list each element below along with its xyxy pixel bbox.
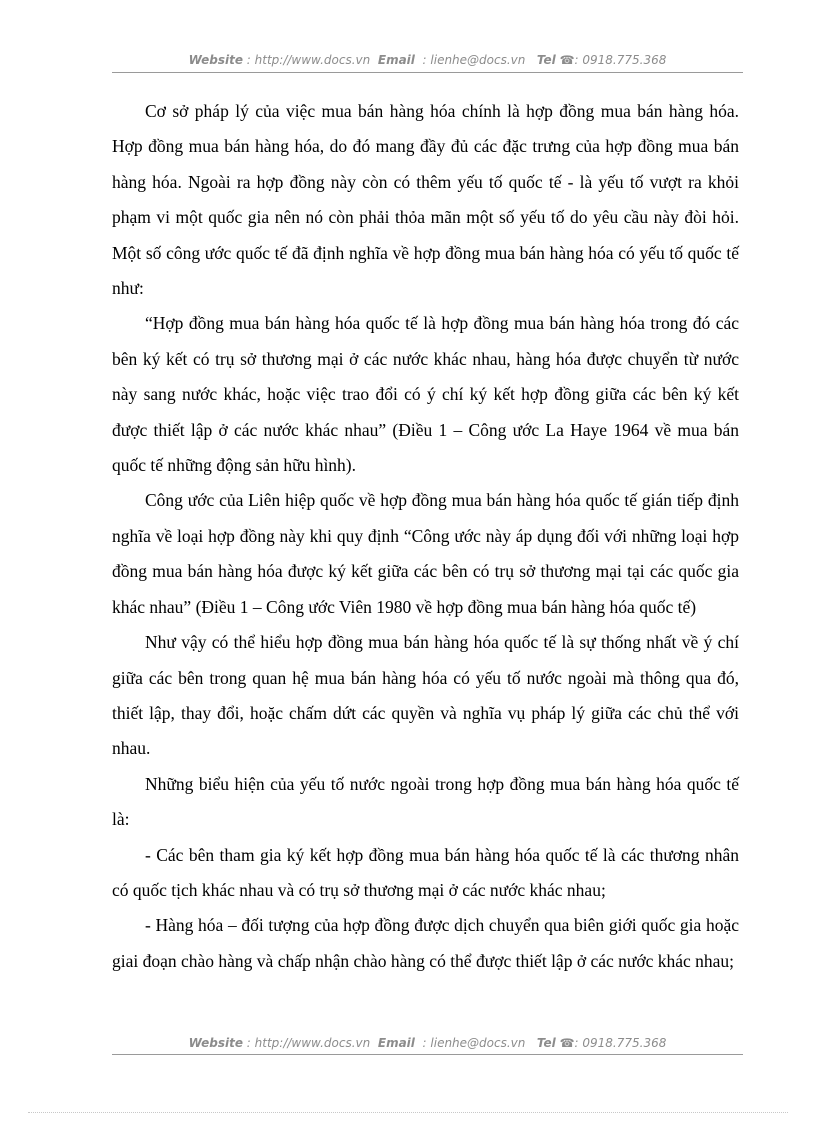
header-tel-label: Tel: [536, 53, 556, 67]
paragraph: - Hàng hóa – đối tượng của hợp đồng được dịch chuyển qua biên giới quốc gia hoặc giai đoạn chào hàng và chấp nhận chào hàng có thể được thiết lập ở các nước khác nhau;: [112, 915, 739, 971]
paragraph: Công ước của Liên hiệp quốc về hợp đồng mua bán hàng hóa quốc tế gián tiếp định nghĩa về loại hợp đồng này khi quy định “Công ước này áp dụng đối với những loại hợp đồng mua bán hàng hóa được ký kết giữa các bên có trụ sở thương mại tại các quốc gia khác nhau” (Điều 1 – Công ước Viên 1980 về hợp đồng mua bán hàng hóa quốc tế): [112, 490, 739, 617]
header-email-label: Email: [377, 53, 415, 67]
footer-website-link[interactable]: : http://www.docs.vn: [246, 1036, 371, 1050]
footer-tel-value: : 0918.775.368: [574, 1036, 667, 1050]
paragraph: Cơ sở pháp lý của việc mua bán hàng hóa chính là hợp đồng mua bán hàng hóa. Hợp đồng mua bán hàng hóa, do đó mang đầy đủ các đặc trưng của hợp đồng mua bán hàng hóa. Ngoài ra hợp đồng này còn có thêm yếu tố quốc tế - là yếu tố vượt ra khỏi phạm vi một quốc gia nên nó còn phải thỏa mãn một số yếu tố do yêu cầu này đòi hỏi. Một số công ước quốc tế đã định nghĩa về hợp đồng mua bán hàng hóa có yếu tố quốc tế như:: [112, 101, 739, 299]
header-website-label: Website: [188, 53, 243, 67]
page-header: [112, 53, 743, 67]
phone-icon: ☎: [559, 53, 575, 67]
footer-website-label: Website: [188, 1036, 243, 1050]
page-footer: [112, 1036, 743, 1050]
paragraph: “Hợp đồng mua bán hàng hóa quốc tế là hợp đồng mua bán hàng hóa trong đó các bên ký kết có trụ sở thương mại ở các nước khác nhau, hàng hóa được chuyển từ nước này sang nước khác, hoặc việc trao đổi có ý chí ký kết hợp đồng giữa các bên ký kết được thiết lập ở các nước khác nhau” (Điều 1 – Công ước La Haye 1964 về mua bán quốc tế những động sản hữu hình).: [112, 313, 739, 476]
paragraph: Những biểu hiện của yếu tố nước ngoài trong hợp đồng mua bán hàng hóa quốc tế là:: [112, 773, 739, 830]
paragraph: - Các bên tham gia ký kết hợp đồng mua bán hàng hóa quốc tế là các thương nhân có quốc tịch khác nhau và có trụ sở thương mại ở các nước khác nhau;: [112, 844, 739, 900]
paragraph: Như vậy có thể hiểu hợp đồng mua bán hàng hóa quốc tế là sự thống nhất về ý chí giữa các bên trong quan hệ mua bán hàng hóa có yếu tố nước ngoài mà thông qua đó, thiết lập, thay đổi, hoặc chấm dứt các quyền và nghĩa vụ pháp lý giữa các chủ thể với nhau.: [112, 632, 739, 759]
document-body: [112, 94, 739, 979]
header-website-link[interactable]: : http://www.docs.vn: [246, 53, 371, 67]
header-divider: [112, 72, 743, 73]
footer-email-link[interactable]: : lienhe@docs.vn: [422, 1036, 526, 1050]
header-tel-value: : 0918.775.368: [574, 53, 667, 67]
footer-divider: [112, 1054, 743, 1055]
header-email-link[interactable]: : lienhe@docs.vn: [422, 53, 526, 67]
page-edge-divider: [28, 1112, 788, 1113]
footer-tel-label: Tel: [536, 1036, 556, 1050]
footer-email-label: Email: [377, 1036, 415, 1050]
phone-icon: ☎: [559, 1036, 575, 1050]
